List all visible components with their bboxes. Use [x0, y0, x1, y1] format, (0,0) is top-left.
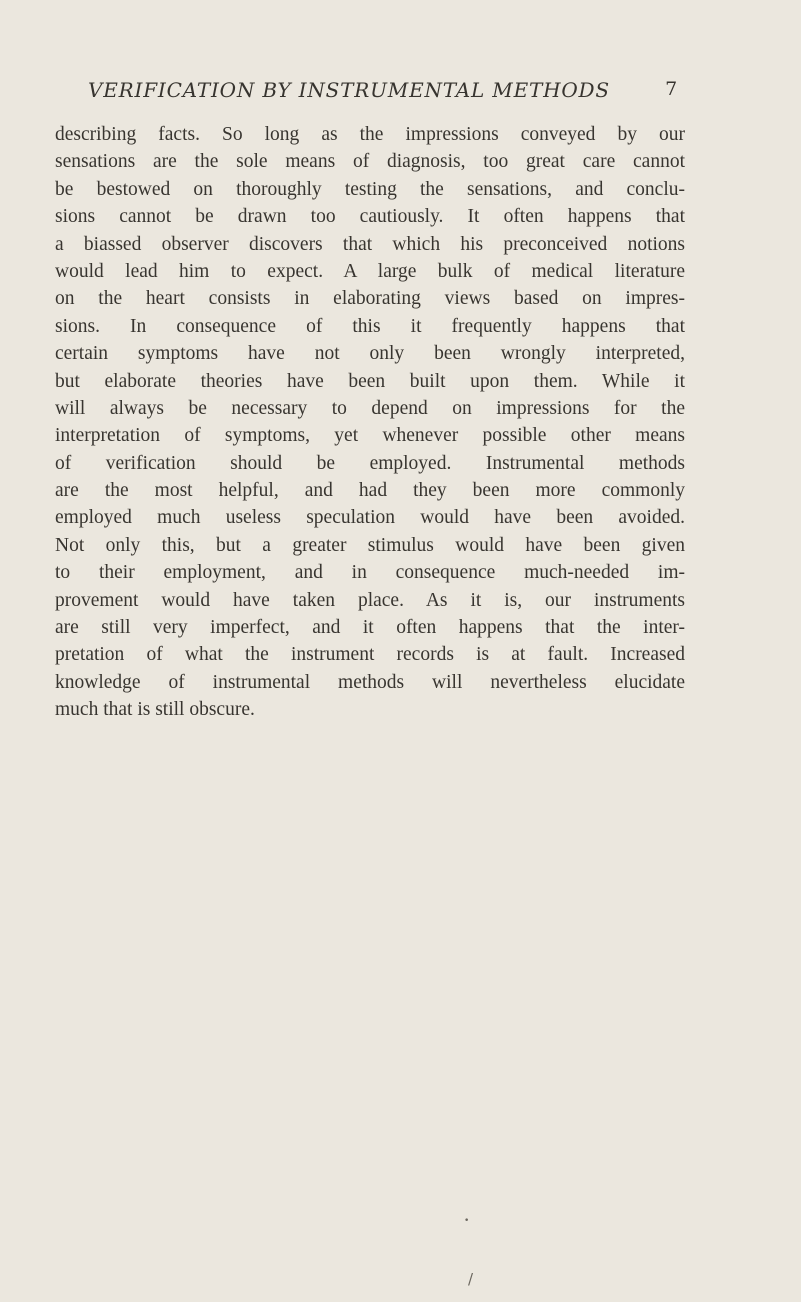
text-line: are still very imperfect, and it often happens that the inter-	[55, 617, 685, 639]
text-line: of verification should be employed. Instrumental methods	[55, 452, 685, 474]
body-paragraph	[55, 121, 685, 724]
text-line: to their employment, and in consequence much-needed im-	[55, 562, 685, 584]
text-line: interpretation of symptoms, yet whenever possible other means	[55, 425, 685, 447]
page-number: 7	[665, 78, 678, 100]
text-line: a biassed observer discovers that which his preconceived notions	[55, 233, 685, 255]
text-line: pretation of what the instrument records is at fault. Increased	[55, 644, 685, 666]
text-line: Not only this, but a greater stimulus would have been given	[55, 534, 685, 556]
text-line: sions cannot be drawn too cautiously. It often happens that	[55, 206, 685, 228]
text-line: but elaborate theories have been built upon them. While it	[55, 370, 685, 392]
text-line: describing facts. So long as the impressions conveyed by our	[55, 124, 685, 145]
text-line: knowledge of instrumental methods will nevertheless elucidate	[55, 671, 685, 693]
text-line: on the heart consists in elaborating views based on impres-	[55, 288, 685, 310]
text-line: certain symptoms have not only been wrongly interpreted,	[55, 343, 685, 365]
text-line: are the most helpful, and had they been more commonly	[55, 480, 685, 502]
text-line: sions. In consequence of this it frequently happens that	[55, 315, 685, 337]
dot-mark: •	[464, 1216, 470, 1226]
text-line: employed much useless speculation would have been avoided.	[55, 507, 685, 529]
text-line: much that is still obscure.	[55, 699, 255, 721]
text-line: provement would have taken place. As it is, our instruments	[55, 589, 685, 611]
text-line: would lead him to expect. A large bulk of medical literature	[55, 260, 685, 282]
text-line: will always be necessary to depend on impressions for the	[55, 397, 685, 419]
text-line: sensations are the sole means of diagnosis, too great care cannot	[55, 151, 685, 173]
running-head	[88, 72, 678, 108]
running-title: VERIFICATION BY INSTRUMENTAL METHODS	[88, 78, 610, 102]
slash-mark: /	[468, 1270, 474, 1288]
text-line: be bestowed on thoroughly testing the sensations, and conclu-	[55, 178, 685, 200]
